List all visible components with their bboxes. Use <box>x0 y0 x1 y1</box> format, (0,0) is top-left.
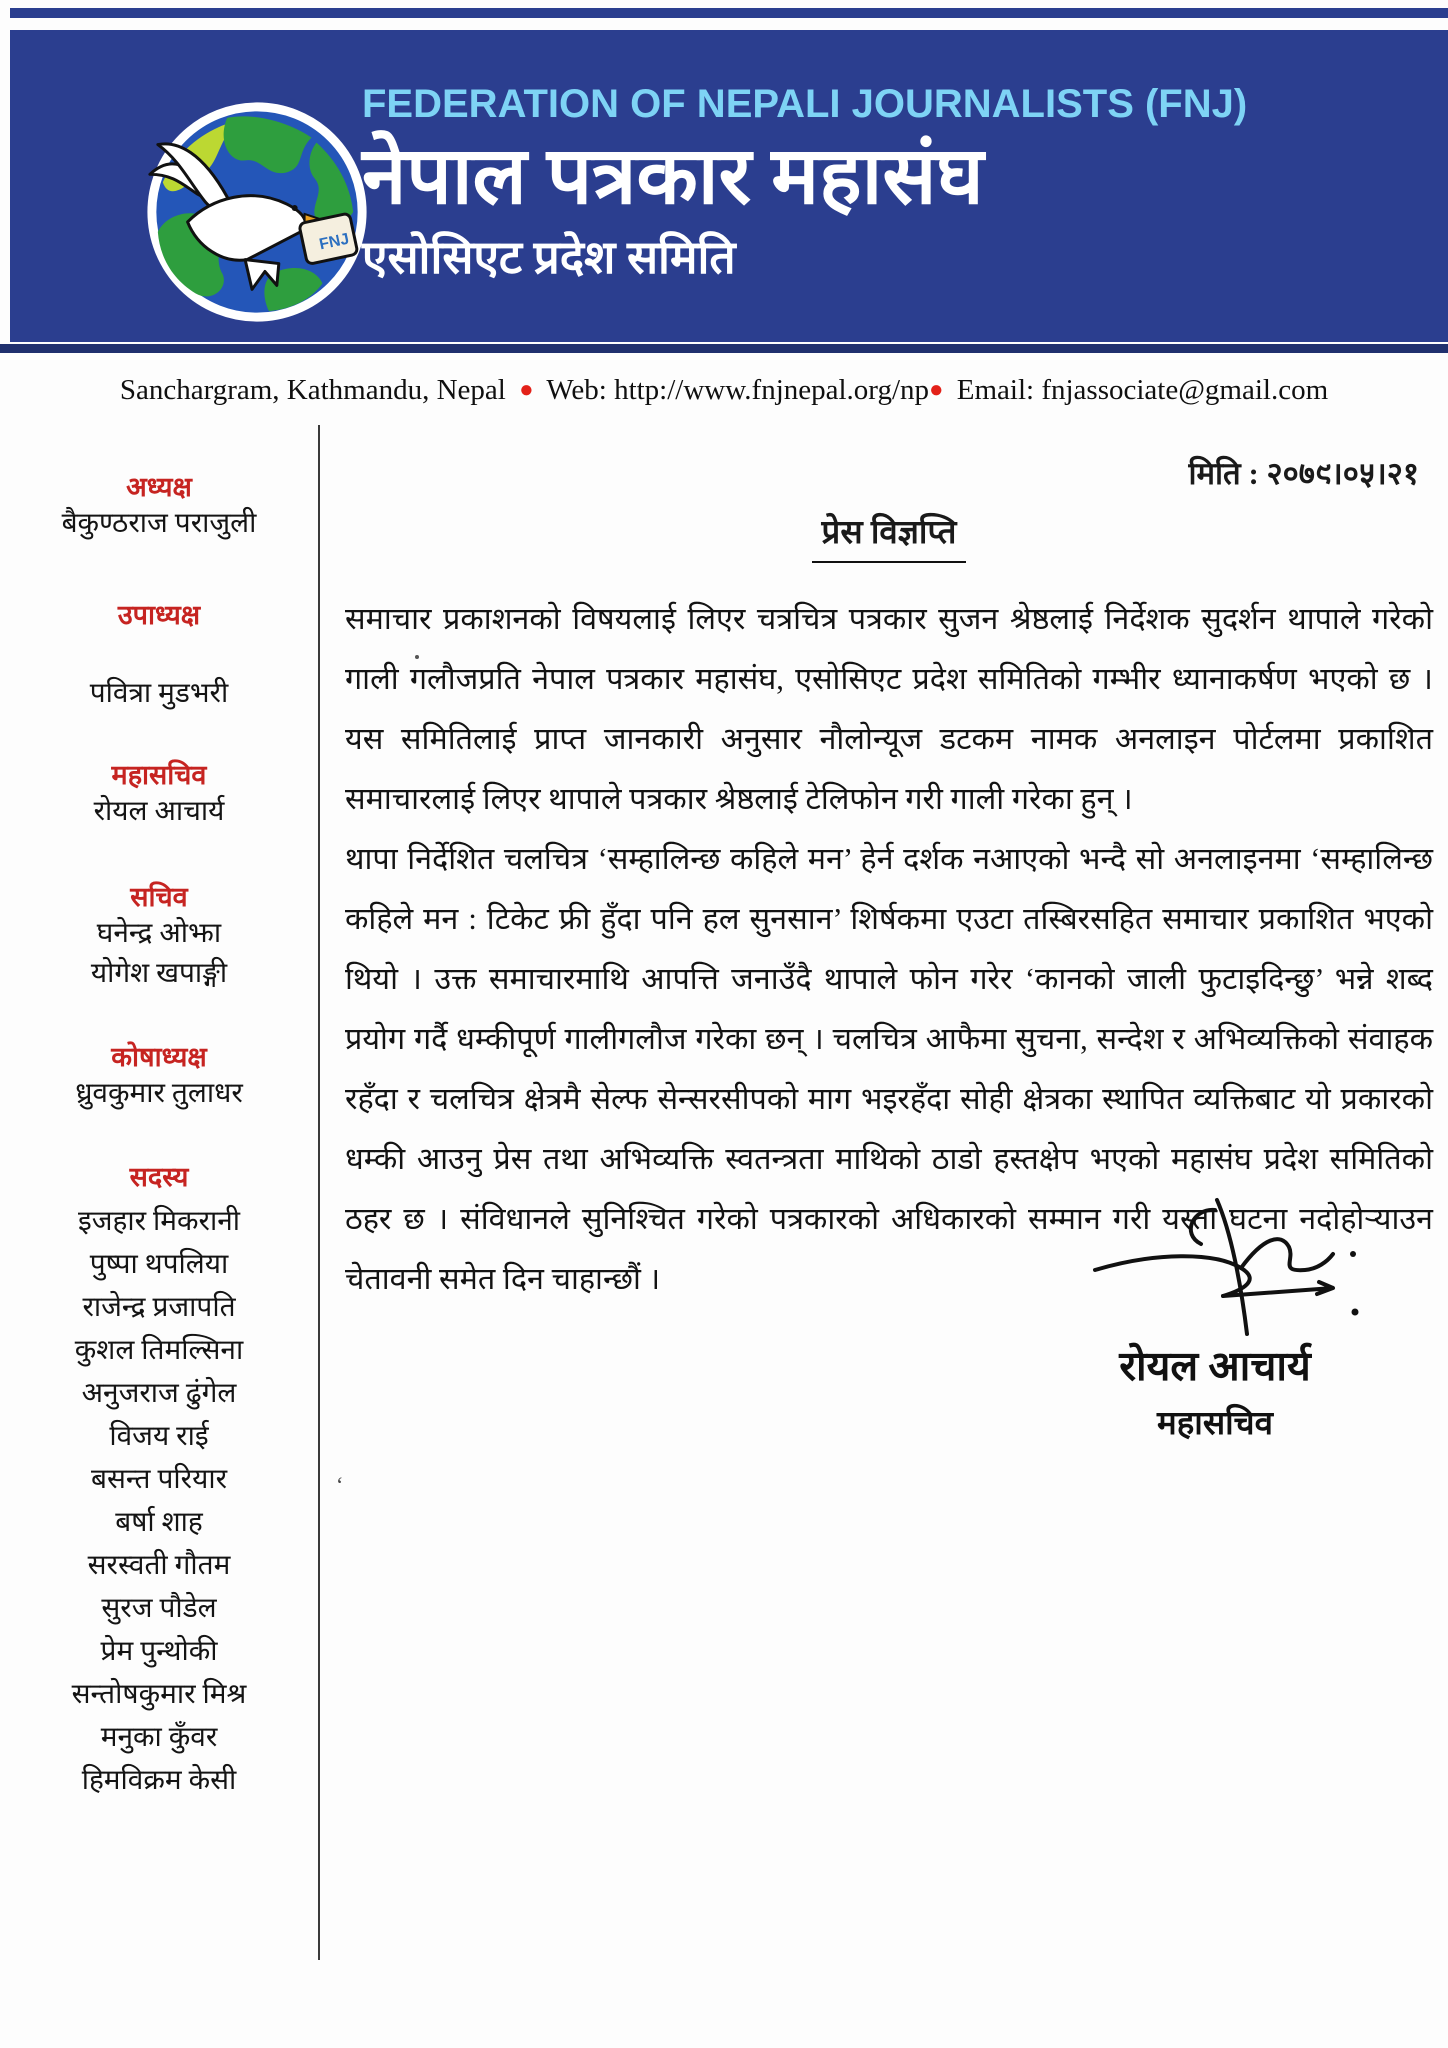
member-list <box>8 1200 310 1802</box>
svg-text:FNJ: FNJ <box>317 230 351 254</box>
member-name: ध्रुवकुमार तुलाधर <box>75 1078 243 1109</box>
role-title-president: अध्यक्ष <box>126 472 192 502</box>
member-name: घनेन्द्र ओझा <box>96 918 222 949</box>
office-bearers-sidebar <box>8 462 310 1802</box>
member-name: राजेन्द्र प्रजापति <box>82 1292 236 1323</box>
press-release-title: प्रेस विज्ञप्ति <box>812 508 967 563</box>
stray-ink-mark: ‘ <box>336 1472 344 1497</box>
fnj-logo-icon <box>138 88 376 336</box>
member-name: पवित्रा मुडभरी <box>89 678 229 709</box>
paragraph-2: थापा निर्देशित चलचित्र ‘सम्हालिन्छ कहिले मन’ हेर्न दर्शक नआएको भन्दै सो अनलाइनमा ‘सम्हालिन्छ कहिले मन : टिकेट फ्री हुँदा पनि हल सुनसान’ शिर्षकमा एउटा तस्बिरसहित समाचार प्रकाशित भएको थियो । उक्त समाचारमाथि आपत्ति जनाउँदै थापाले फोन गरेर ‘कानको जाली फुटाइदिन्छु’ भन्ने शब्द प्रयोग गर्दै धम्कीपूर्ण गालीगलौज गरेका छन् । चलचित्र आफैमा सुचना, सन्देश र अभिव्यक्तिको संवाहक रहँदा र चलचित्र क्षेत्रमै सेल्फ सेन्सरसीपको माग भइरहँदा सोही क्षेत्रका स्थापित व्यक्तिबाट यो प्रकारको धम्की आउनु प्रेस तथा अभिव्यक्ति स्वतन्त्रता माथिको ठाडो हस्तक्षेप भएको महासंघ प्रदेश समितिको ठहर छ । संविधानले सुनिश्चित गरेको पत्रकारको अधिकारको सम्मान गरी यस्ता घटना नदोहोऱ्याउन चेतावनी समेत दिन चाहान्छौं । <box>345 842 1433 1296</box>
signatory-name: रोयल आचार्य <box>1119 1343 1311 1389</box>
member-name: सरस्वती गौतम <box>87 1550 231 1581</box>
member-name: बर्षा शाह <box>115 1507 203 1538</box>
web-label: Web: <box>546 374 607 406</box>
email-address: fnjassociate@gmail.com <box>1041 374 1329 406</box>
org-name-nepali: नेपाल पत्रकार महासंघ <box>362 133 984 221</box>
member-name: विजय राई <box>109 1421 209 1452</box>
org-name-english: FEDERATION OF NEPALI JOURNALISTS (FNJ) <box>362 82 1248 126</box>
member-name: हिमविक्रम केसी <box>81 1765 237 1796</box>
red-bullet-icon: ● <box>929 377 944 403</box>
date-line: मिति : २०७९।०५।२१ <box>1188 456 1419 491</box>
member-name: रोयल आचार्य <box>93 796 225 827</box>
member-name: कुशल तिमल्सिना <box>74 1335 244 1366</box>
member-name: बैकुण्ठराज पराजुली <box>61 508 257 539</box>
member-name: योगेश खपाङ्गी <box>90 958 228 989</box>
globe-dove-icon <box>138 88 376 336</box>
handwritten-signature-icon <box>1065 1192 1365 1342</box>
role-title-members: सदस्य <box>129 1162 189 1192</box>
member-name: इजहार मिकरानी <box>77 1206 241 1237</box>
role-title-general-secretary: महासचिव <box>111 760 207 790</box>
email-label: Email: <box>956 374 1035 406</box>
org-subtitle-nepali: एसोसिएट प्रदेश समिति <box>362 232 736 283</box>
sidebar-separator-line <box>318 425 320 1960</box>
web-url: http://www.fnjnepal.org/np <box>614 374 929 406</box>
member-name: मनुका कुँवर <box>100 1722 218 1753</box>
role-title-vice-president: उपाध्यक्ष <box>117 600 201 630</box>
signatory-role: महासचिव <box>1157 1406 1273 1443</box>
letterhead-titles <box>362 82 1412 287</box>
member-name: पुष्पा थपलिया <box>89 1249 229 1280</box>
letter-body <box>345 452 1433 1443</box>
red-bullet-icon: ● <box>519 377 534 403</box>
member-name: प्रेम पुन्थोकी <box>100 1636 218 1667</box>
member-name: बसन्त परियार <box>90 1464 228 1495</box>
paragraph-1: समाचार प्रकाशनको विषयलाई लिएर चत्रचित्र पत्रकार सुजन श्रेष्ठलाई निर्देशक सुदर्शन थापाले गरेको गाली गलौजप्रति नेपाल पत्रकार महासंघ, एसोसिएट प्रदेश समितिको गम्भीर ध्यानाकर्षण भएको छ । यस समितिलाई प्राप्त जानकारी अनुसार नौलोन्यूज डटकम नामक अनलाइन पोर्टलमा प्रकाशित समाचारलाई लिएर थापाले पत्रकार श्रेष्ठलाई टेलिफोन गरी गाली गरेका हुन् । <box>345 602 1433 816</box>
contact-line <box>0 374 1448 407</box>
role-title-treasurer: कोषाध्यक्ष <box>111 1042 207 1072</box>
address-text: Sanchargram, Kathmandu, Nepal <box>119 374 506 406</box>
member-name: अनुजराज ढुंगेल <box>81 1378 237 1409</box>
signature-block <box>1005 1192 1425 1444</box>
top-accent-strip <box>10 8 1448 18</box>
letterhead-banner <box>10 30 1448 342</box>
member-name: सुरज पौडेल <box>101 1593 217 1624</box>
role-title-secretary: सचिव <box>130 882 188 912</box>
press-release-title-wrap <box>345 508 1433 563</box>
member-name: सन्तोषकुमार मिश्र <box>71 1679 247 1710</box>
header-divider-bar <box>0 344 1448 353</box>
